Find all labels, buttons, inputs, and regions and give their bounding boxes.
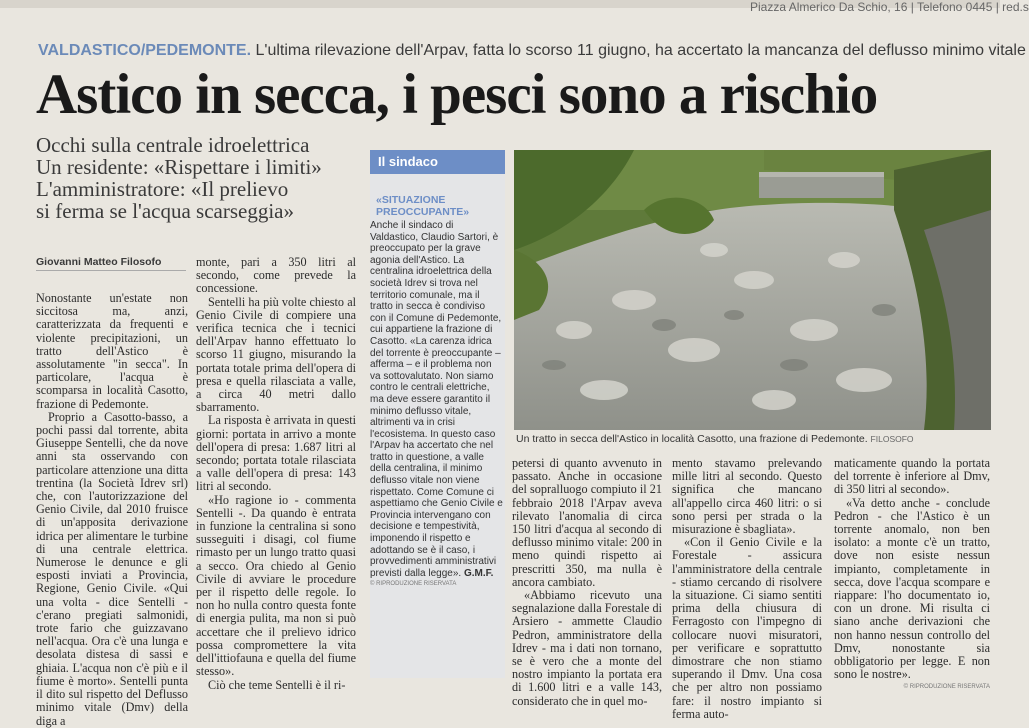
repro-notice: © RIPRODUZIONE RISERVATA (903, 684, 990, 691)
sidebar-text (370, 220, 503, 670)
masthead-strip: Piazza Almerico Da Schio, 16 | Telefono 0445 | red.s (750, 0, 1029, 14)
paragraph: monte, pari a 350 litri al secondo, come prevede la concessione. (196, 255, 356, 296)
paragraph: petersi di quanto avvenuto in passato. Anche in occasione del sopralluogo compiuto il 21 febbraio 2018 l'Arpav aveva rilevato l'anomalia di circa 150 litri d'acqua al secondo di deflusso minimo vitale: 200 in meno quindi rispetto ai prescritti 350, ma nulla è ancora cambiato. (512, 456, 662, 589)
paragraph: Proprio a Casotto-basso, a pochi passi dal torrente, abita Giuseppe Sentelli, che da nove anni sta osservando con particolare attenzione una ditta trentina (la Società Idrev srl) che, con l'autorizzazione del Genio Civile, dal 2010 fruisce di un'apposita derivazione idrica per alimentare le turbine di una centrale elettrica. Numerose le denunce e gli esposti inviati a Provincia, Regione, Genio Civile. «Qui una volta - dice Sentelli - c'erano pregiati salmonidi, trote fario che guizzavano nell'acqua. Ora c'è una lunga e desolata distesa di sassi e ghiaia. L'acqua non c'è più e il fiume è morto». Sentelli punta il dito sul rispetto del Deflusso minimo vitale (Dmv) della diga a (36, 409, 188, 728)
caption-text: Un tratto in secca dell'Astico in località Casotto, una frazione di Pedemonte. (516, 433, 868, 445)
sidebar-title: «SITUAZIONE PREOCCUPANTE» (376, 194, 470, 218)
subhead-line: L'amministratore: «Il prelievo (36, 177, 289, 201)
kicker-text: L'ultima rilevazione dell'Arpav, fatta lo scorso 11 giugno, ha accertato la mancanza del deflusso minimo vitale (255, 42, 1026, 59)
paragraph: «Va detto anche - conclude Pedron - che l'Astico è un torrente anomalo, non ben isolato: a monte c'è un tratto, dove non esiste nessun impianto, completamente in secca, dove l'acqua scompare e riappare: l'ho documentato io, con un drone. Mi risulta ci siano anche derivazioni che non hanno nessun controllo del Dmv, nonostante sia obbligatorio per legge. E non sono le nostre». (834, 495, 990, 682)
subhead-line: si ferma se l'acqua scarseggia» (36, 199, 294, 223)
paragraph: Nonostante un'estate non siccitosa ma, anzi, caratterizzata da frequenti e violente precipitazioni, un tratto dell'Astico è assolutamente "in secca". In particolare, l'acqua è scomparsa in località Casotto, frazione di Pedemonte. (36, 291, 188, 411)
subhead (36, 134, 356, 244)
article-column-2 (196, 256, 356, 701)
article-column-5 (834, 457, 990, 707)
photo-credit: FILOSOFO (870, 434, 914, 444)
paragraph: mento stavamo prelevando mille litri al secondo. Questo significa che mancano all'appello circa 460 litri: o si sono persi per strada o la misurazione è sbagliata». (672, 456, 822, 537)
headline: Astico in secca, i pesci sono a rischio (36, 63, 878, 126)
paragraph: «Ho ragione io - commenta Sentelli -. Da quando è entrata in funzione la centralina si sono susseguiti i disagi, col fiume rimasto per un lungo tratto quasi a secco. Ora chiedo al Genio Civile di avviare le procedure per il rispetto delle regole. Io non ho nulla contro questa fonte di energia pulita, ma non si può accettare che il prelievo idrico possa compromettere la vita dell'ittiofauna e quella del fiume stesso». (196, 492, 356, 679)
byline: Giovanni Matteo Filosofo (36, 256, 162, 268)
section-label: VALDASTICO/PEDEMONTE. (38, 42, 252, 59)
paragraph: La risposta è arrivata in questi giorni: portata in arrivo a monte dell'opera di presa: 1.687 litri al secondo; portata totale rilasciata a valle dell'opera di presa: 143 litri al secondo. (196, 413, 356, 494)
sidebar-repro: © RIPRODUZIONE RISERVATA (370, 581, 457, 588)
kicker (38, 42, 1026, 64)
paragraph: «Con il Genio Civile e la Forestale - assicura l'amministratore della centrale - stiamo cercando di risolvere la situazione. Ci siamo sentiti prima della chiusura di Ferragosto con l'impegno di collocare nuovi misuratori, per verificare e soprattutto dimostrare che non stiamo superando il Dmv. Una cosa che per altro non possiamo fare: il nostro impianto si ferma auto- (672, 535, 822, 721)
dry-riverbed-image (514, 150, 991, 430)
sidebar-signature: G.M.F. (463, 567, 494, 579)
sidebar-header: Il sindaco (370, 150, 505, 174)
sidebar-body: Anche il sindaco di Valdastico, Claudio Sartori, è preoccupato per la grave agonia dell'Astico. La centralina idroelettrica della società Idrev si trova nel territorio comunale, ma il tratto in secca è condiviso con il Comune di Pedemonte, cui appartiene la frazione di Casotto. «La carenza idrica del torrente è preoccupante – afferma – e il problema non va sottovalutato. Non siamo contro le centrali elettriche, ma deve essere garantito il minimo deflusso vitale, altrimenti va in crisi l'ecosistema. In questo caso l'Arpav ha accertato che nel tratto in questione, a valle della centralina, il minimo deflusso vitale non viene rispettato. Come Comune ci aspettiamo che Genio Civile e Provincia intervengano con decisione e tempestività, imponendo il rispetto e adottando se è il caso, i provvedimenti amministrativi previsti dalla legge». (370, 220, 503, 579)
paragraph: «Abbiamo ricevuto una segnalazione dalla Forestale di Arsiero - ammette Claudio Pedron, amministratore della Idrev - ma i dati non tornano, se è vero che a monte del nostro impianto la portata era di 1.600 litri e a valle 143, considerato che in quel mo- (512, 588, 662, 708)
article-column-4 (672, 456, 822, 721)
article-column-1 (36, 291, 188, 728)
photo-caption (516, 433, 986, 445)
subhead-line: Un residente: «Rispettare i limiti» (36, 155, 322, 179)
article-column-3 (512, 456, 662, 708)
river-photo (514, 150, 991, 430)
paragraph: Ciò che teme Sentelli è il ri- (208, 677, 346, 692)
paragraph: Sentelli ha più volte chiesto al Genio Civile di compiere una verifica tecnica che i tecnici dell'Arpav hanno effettuato lo scorso 11 giugno, misurando la portata totale prima dell'opera di presa e quella rilasciata a valle, a circa 40 metri dallo sbarramento. (196, 294, 356, 415)
paragraph: maticamente quando la portata del torrente è inferiore al Dmv, di 350 litri al secondo». (834, 456, 990, 497)
subhead-line: Occhi sulla centrale idroelettrica (36, 133, 310, 157)
byline-rule (36, 270, 186, 271)
